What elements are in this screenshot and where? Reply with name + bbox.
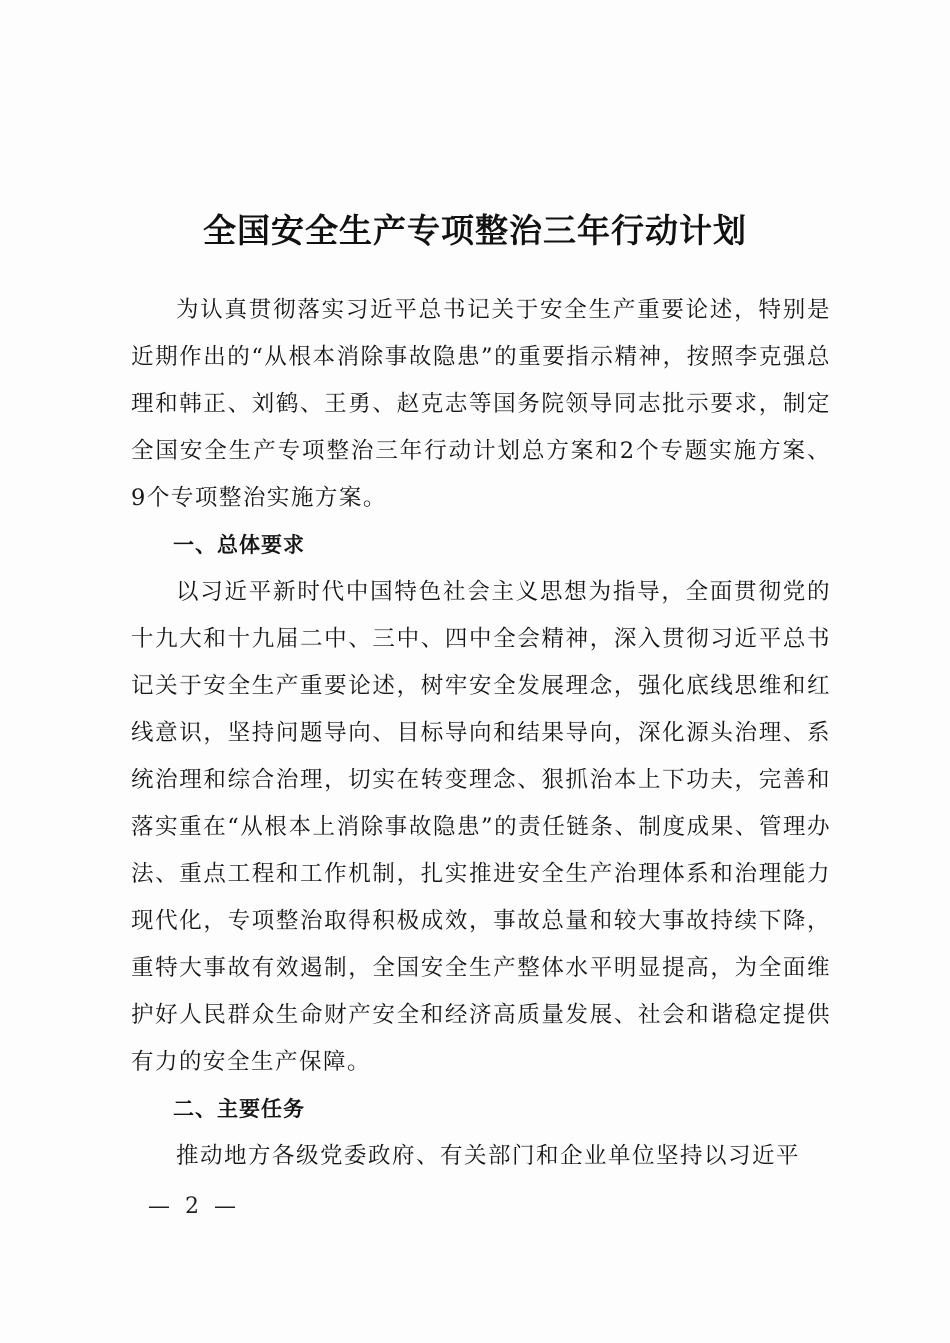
document-title: 全国安全生产专项整治三年行动计划 [203,211,747,250]
page-number: — 2 — [148,1194,240,1219]
overall-requirements-paragraph: 以习近平新时代中国特色社会主义思想为指导，全面贯彻党的十九大和十九届二中、三中、四中全会精神，深入贯彻习近平总书记关于安全生产重要论述，树牢安全发展理念，强化底线思维和红线意识，坚持问题导向、目标导向和结果导向，深化源头治理、系统治理和综合治理，切实在转变理念、狠抓治本上下功夫，完善和落实重在“从根本上消除事故隐患”的责任链条、制度成果、管理办法、重点工程和工作机制，扎实推进安全生产治理体系和治理能力现代化，专项整治取得积极成效，事故总量和较大事故持续下降，重特大事故有效遏制，全国安全生产整体水平明显提高，为全面维护好人民群众生命财产安全和经济高质量发展、社会和谐稳定提供有力的安全生产保障。 [131,579,831,1075]
section-heading-overall-requirements: 一、总体要求 [173,533,305,557]
section-heading-main-tasks: 二、主要任务 [173,1097,305,1121]
document-body [131,287,831,1180]
intro-paragraph: 为认真贯彻落实习近平总书记关于安全生产重要论述，特别是近期作出的“从根本消除事故隐患”的重要指示精神，按照李克强总理和韩正、刘鹤、王勇、赵克志等国务院领导同志批示要求，制定全国安全生产专项整治三年行动计划总方案和2个专题实施方案、9个专项整治实施方案。 [131,297,831,511]
main-tasks-paragraph: 推动地方各级党委政府、有关部门和企业单位坚持以习近平 [176,1143,801,1169]
